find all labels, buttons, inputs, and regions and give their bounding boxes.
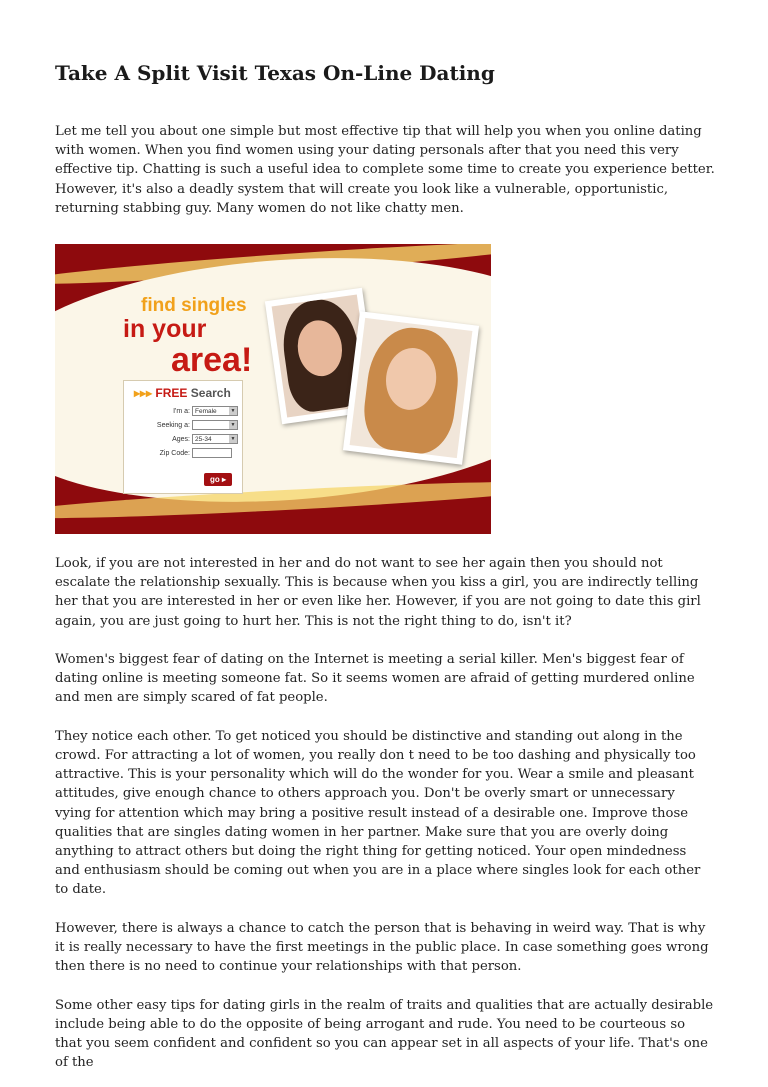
ages-select[interactable]: [192, 434, 238, 444]
chevron-down-icon: ▼: [230, 408, 236, 415]
im-a-label: I'm a:: [173, 407, 190, 415]
paragraph-6: Some other easy tips for dating girls in the realm of traits and qualities that are actually desirable include being able to do the opposite of being arrogant and rude. You need to be courteous so that you seem confident and confident so you can appear set in all aspects of your life. That's one of the: [55, 997, 714, 1071]
arrows-icon: ▸▸▸: [134, 386, 153, 401]
paragraph-5: However, there is always a chance to catch the person that is behaving in weird way. That is why it is really necessary to have the first meetings in the public place. In case something goes wrong then there is no need to continue your relationships with that person.: [55, 920, 709, 975]
paragraph-3: Women's biggest fear of dating on the Internet is meeting a serial killer. Men's biggest fear of dating online is meeting someone fat. So it seems women are afraid of getting murdered online and men are simply scared of fat people.: [55, 652, 695, 706]
zip-label: Zip Code:: [159, 449, 190, 457]
banner-headline-line-1: find singles: [141, 295, 247, 317]
seeking-label: Seeking a:: [156, 421, 190, 429]
woman-photo-blonde: [343, 311, 479, 465]
free-search-form: [123, 380, 243, 494]
ages-row: [124, 432, 242, 446]
zip-row: [124, 446, 242, 460]
paragraph-2: Look, if you are not interested in her and do not want to see her again then you should not escalate the relationship sexually. This is because when you kiss a girl, you are indirectly telling her that you are interested in her or even like her. However, if you are not going to date this girl again, you are just going to hurt her. This is not the right thing to do, isn't it?: [55, 556, 701, 629]
chevron-down-icon: ▼: [230, 436, 236, 443]
ages-value: 25-34: [195, 435, 212, 443]
banner-headline-line-2: in your: [123, 315, 207, 344]
search-title-free: FREE: [155, 386, 188, 401]
go-button[interactable]: go ▸: [204, 473, 232, 486]
paragraph-4: They notice each other. To get noticed you should be distinctive and standing out along in the crowd. For attracting a lot of women, you really don t need to be too dashing and physically too attractive. This is your personality which will do the wonder for you. Wear a smile and pleasant attitudes, give enough chance to others approach you. Don't be overly smart or unnecessary vying for attention which may bring a positive result instead of a desirable one. Improve those qualities that are singles dating women in her partner. Make sure that you are overly doing anything to attract others but doing the right thing for getting noticed. Your open mindedness and enthusiasm should be coming out when you are in a place where singles look for each other to date.: [55, 728, 701, 898]
seeking-select[interactable]: [192, 420, 238, 430]
paragraph-1: Let me tell you about one simple but most effective tip that will help you when you online dating with women. When you find women using your dating personals after that you need this very effective tip. Chatting is such a useful idea to complete some time to create you experience better. However, it's also a deadly system that will create you look like a vulnerable, opportunistic, returning stabbing guy. Many women do not like chatty men.: [55, 124, 715, 216]
search-title: [124, 381, 242, 404]
im-a-row: [124, 404, 242, 418]
chevron-down-icon: ▼: [230, 422, 236, 429]
zip-code-input[interactable]: [192, 448, 232, 458]
ages-label: Ages:: [172, 435, 190, 443]
document-title: Take A Split Visit Texas On-Line Dating: [55, 61, 495, 85]
banner-headline-line-3: area!: [171, 341, 253, 380]
dating-banner-image: [55, 244, 491, 534]
im-a-value: Female: [195, 407, 217, 415]
search-title-word: Search: [190, 386, 231, 401]
document-page: [55, 58, 715, 1072]
banner-headline: [123, 295, 253, 380]
seeking-row: [124, 418, 242, 432]
im-a-select[interactable]: [192, 406, 238, 416]
